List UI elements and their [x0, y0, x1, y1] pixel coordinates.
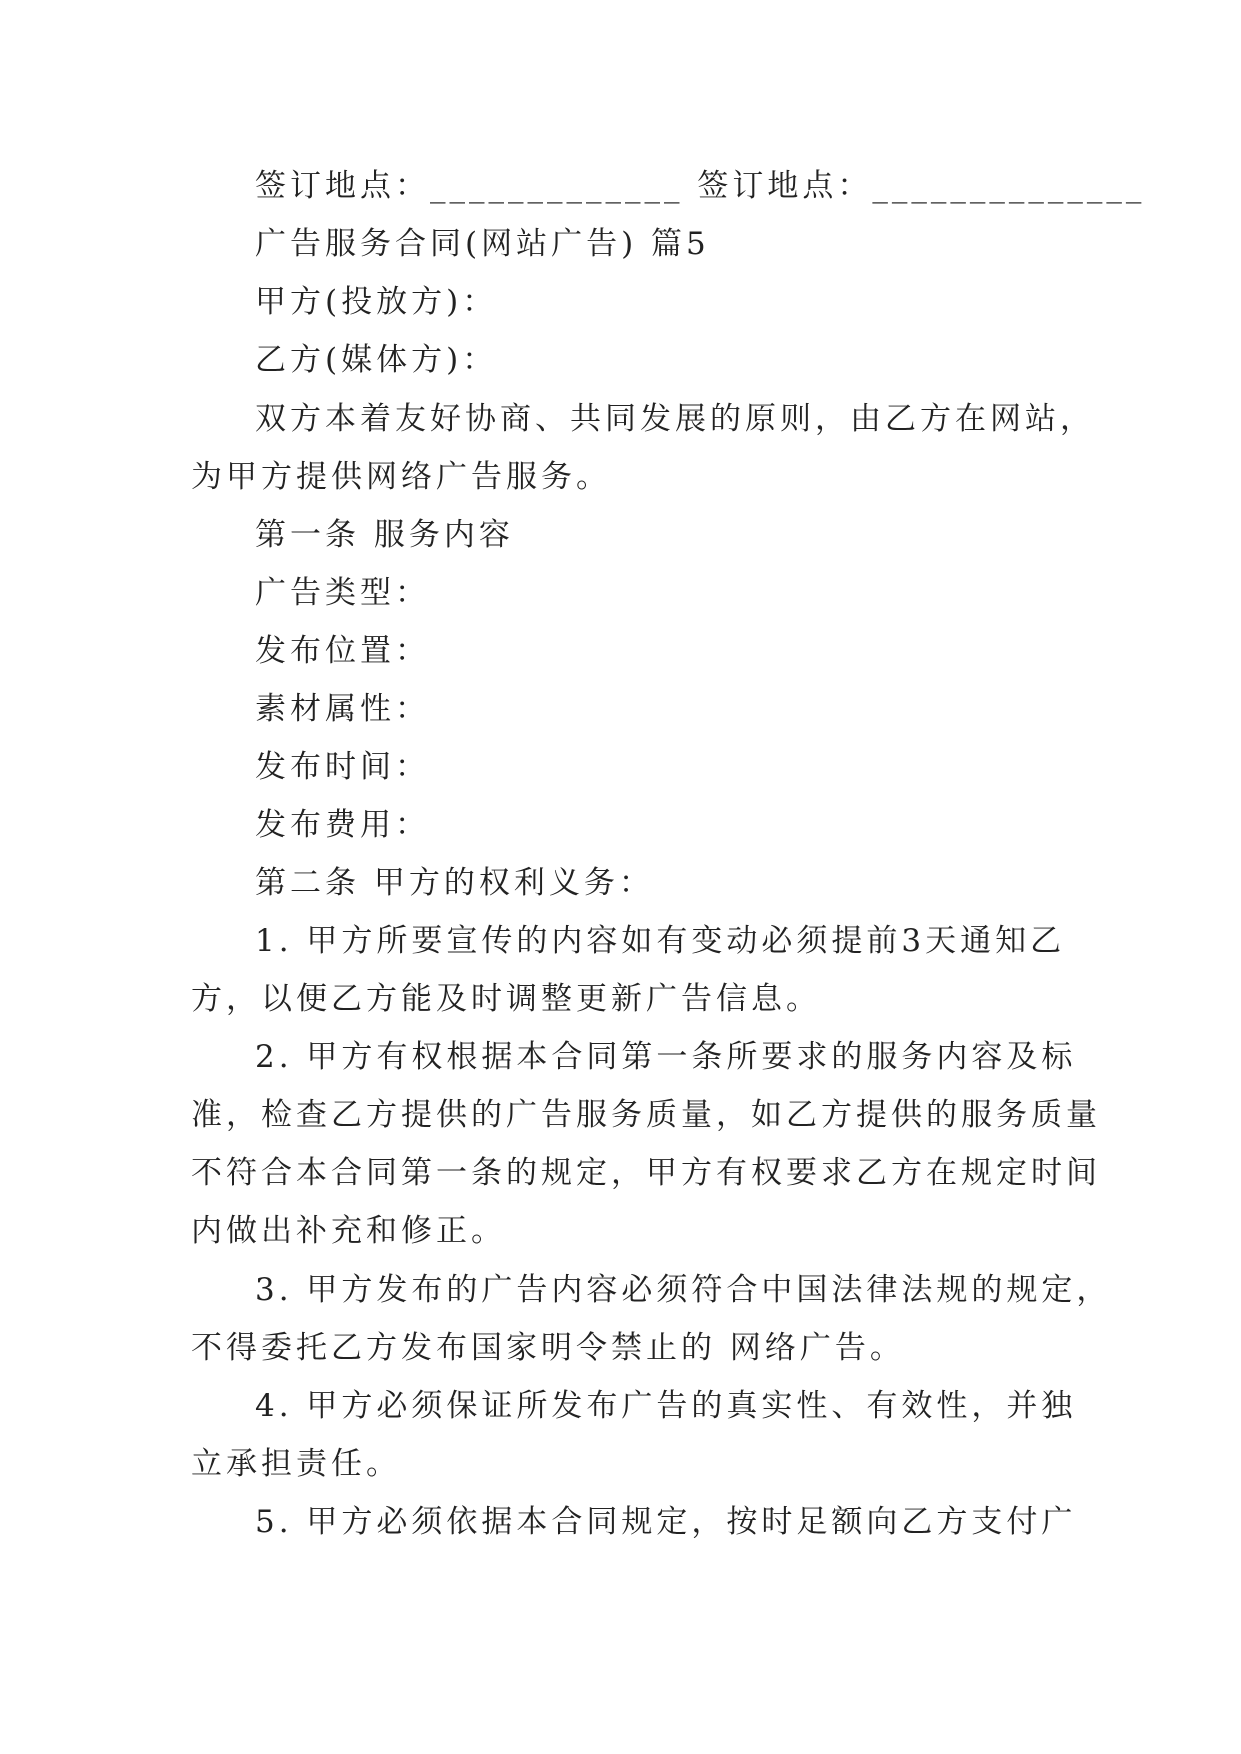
- party-a-label: 甲方(投放方)：: [255, 284, 498, 320]
- intro-paragraph-line-2: 为甲方提供网络广告服务。: [191, 459, 611, 495]
- article-2-heading: 第二条 甲方的权利义务：: [255, 865, 654, 901]
- clause-4-line-1: 4. 甲方必须保证所发布广告的真实性、有效性，并独: [255, 1388, 1077, 1424]
- clause-3-line-1: 3. 甲方发布的广告内容必须符合中国法律法规的规定，: [255, 1272, 1112, 1308]
- clause-1-line-1: 1. 甲方所要宣传的内容如有变动必须提前3天通知乙: [255, 923, 1066, 959]
- clause-4-line-2: 立承担责任。: [191, 1446, 401, 1482]
- intro-paragraph-line-1: 双方本着友好协商、共同发展的原则，由乙方在网站，: [255, 401, 1095, 437]
- ad-type-label: 广告类型：: [255, 575, 430, 611]
- publish-position-label: 发布位置：: [255, 633, 430, 669]
- clause-1-line-2: 方，以便乙方能及时调整更新广告信息。: [191, 981, 821, 1017]
- publish-time-label: 发布时间：: [255, 749, 430, 785]
- contract-title: 广告服务合同(网站广告) 篇5: [255, 226, 710, 262]
- material-attributes-label: 素材属性：: [255, 691, 430, 727]
- clause-3-line-2: 不得委托乙方发布国家明令禁止的 网络广告。: [191, 1330, 905, 1366]
- clause-5-line-1: 5. 甲方必须依据本合同规定，按时足额向乙方支付广: [255, 1504, 1077, 1540]
- party-b-label: 乙方(媒体方)：: [255, 342, 498, 378]
- publish-fee-label: 发布费用：: [255, 807, 430, 843]
- signing-location-line: 签订地点：_____________ 签订地点：______________: [255, 168, 1146, 204]
- clause-2-line-2: 准，检查乙方提供的广告服务质量，如乙方提供的服务质量: [191, 1097, 1101, 1133]
- clause-2-line-4: 内做出补充和修正。: [191, 1213, 506, 1249]
- clause-2-line-1: 2. 甲方有权根据本合同第一条所要求的服务内容及标: [255, 1039, 1077, 1075]
- article-1-heading: 第一条 服务内容: [255, 517, 514, 553]
- clause-2-line-3: 不符合本合同第一条的规定，甲方有权要求乙方在规定时间: [191, 1155, 1101, 1191]
